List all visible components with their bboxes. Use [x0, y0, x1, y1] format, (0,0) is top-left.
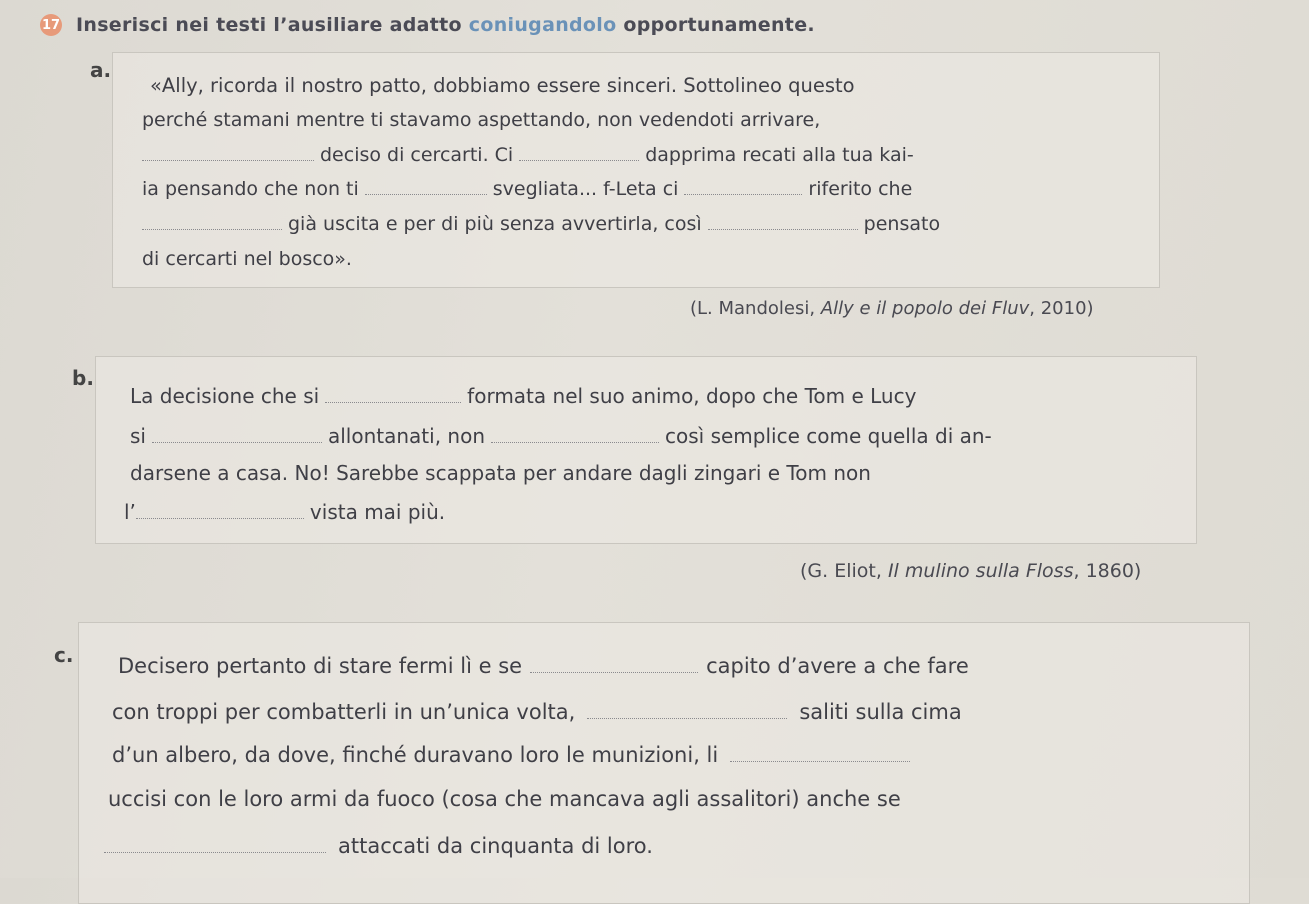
blank-field[interactable]: [684, 193, 802, 195]
source-a: (L. Mandolesi, Ally e il popolo dei Fluv, 2010): [690, 298, 1094, 319]
blank-field[interactable]: [587, 717, 787, 719]
a-line-4: ia pensando che non ti svegliata... f-Leta ci riferito che: [142, 178, 913, 200]
blank-field[interactable]: [152, 441, 322, 443]
b-line-3: darsene a casa. No! Sarebbe scappata per andare dagli zingari e Tom non: [130, 461, 871, 485]
blank-field[interactable]: [530, 671, 698, 673]
source-b: (G. Eliot, Il mulino sulla Floss, 1860): [800, 560, 1142, 582]
blank-field[interactable]: [325, 401, 461, 403]
c-line-4: uccisi con le loro armi da fuoco (cosa che mancava agli assalitori) anche se: [108, 787, 901, 811]
c-line-1: Decisero pertanto di stare fermi lì e se capito d’avere a che fare: [118, 654, 969, 678]
section-b-label: b.: [72, 366, 94, 390]
b-line-2: si allontanati, non così semplice come quella di an-: [130, 424, 992, 448]
blank-field[interactable]: [708, 228, 858, 230]
section-c-label: c.: [54, 643, 74, 667]
blank-field[interactable]: [519, 159, 639, 161]
exercise-header: [40, 14, 815, 36]
blank-field[interactable]: [142, 228, 282, 230]
section-a-label: a.: [90, 58, 112, 82]
a-line-1: «Ally, ricorda il nostro patto, dobbiamo essere sinceri. Sottolineo questo: [150, 74, 855, 97]
blank-field[interactable]: [491, 441, 659, 443]
a-line-6: di cercarti nel bosco».: [142, 248, 352, 270]
blank-field[interactable]: [365, 193, 487, 195]
blank-field[interactable]: [136, 517, 304, 519]
blank-field[interactable]: [142, 159, 314, 161]
c-line-2: con troppi per combatterli in un’unica volta, saliti sulla cima: [112, 700, 962, 724]
blank-field[interactable]: [730, 760, 910, 762]
b-line-1: La decisione che si formata nel suo animo, dopo che Tom e Lucy: [130, 384, 917, 408]
instruction-text-end: opportunamente.: [616, 14, 815, 36]
instruction-text: Inserisci nei testi l’ausiliare adatto: [76, 14, 469, 36]
exercise-number-badge: 17: [40, 14, 62, 36]
exercise-instruction: [76, 14, 815, 36]
a-line-3: deciso di cercarti. Ci dapprima recati alla tua kai-: [142, 144, 914, 166]
a-line-5: già uscita e per di più senza avvertirla, così pensato: [142, 213, 940, 235]
blank-field[interactable]: [104, 851, 326, 853]
c-line-5: attaccati da cinquanta di loro.: [104, 834, 653, 858]
a-line-2: perché stamani mentre ti stavamo aspettando, non vedendoti arrivare,: [142, 109, 821, 131]
instruction-highlight: coniugandolo: [468, 14, 617, 36]
b-line-4: l’ vista mai più.: [124, 500, 446, 524]
c-line-3: d’un albero, da dove, finché duravano loro le munizioni, li: [112, 743, 916, 767]
